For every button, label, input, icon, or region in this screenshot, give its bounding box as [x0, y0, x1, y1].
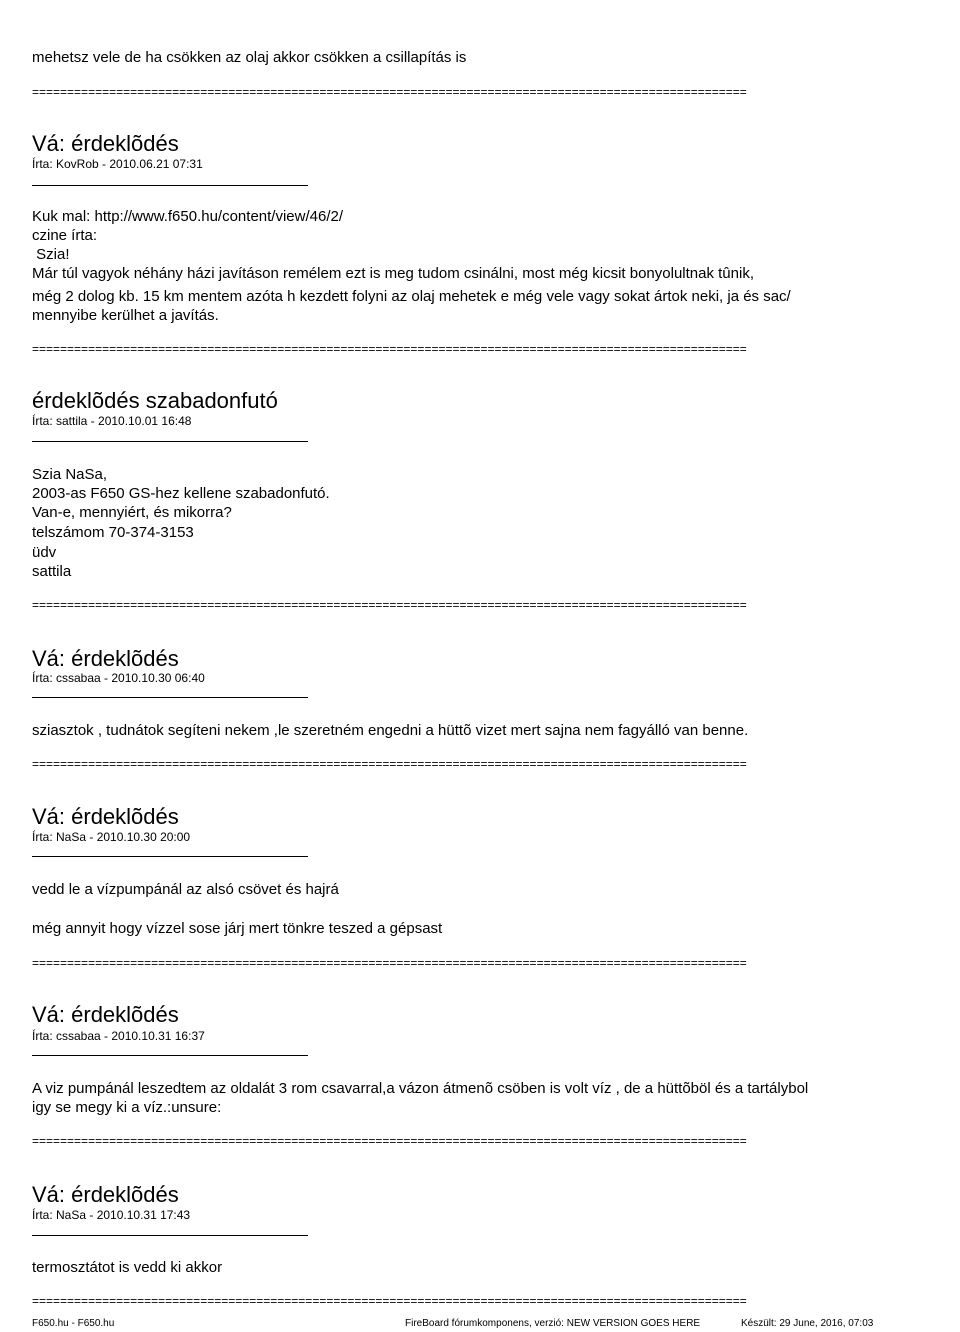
post-rule: [32, 1055, 308, 1056]
footer-generated: Készült: 29 June, 2016, 07:03: [741, 1318, 874, 1329]
post-line: sattila: [32, 563, 72, 580]
separator: ======================================================================================================: [32, 1294, 747, 1308]
post-line: mennyibe kerülhet a javítás.: [32, 307, 219, 324]
post-rule: [32, 185, 308, 186]
post-rule: [32, 697, 308, 698]
post-line: Kuk mal: http://www.f650.hu/content/view/46/2/: [32, 208, 344, 225]
post-line: telszámom 70-374-3153: [32, 524, 194, 541]
post-meta: Írta: sattila - 2010.10.01 16:48: [32, 414, 192, 428]
post-line: Van-e, mennyiért, és mikorra?: [32, 504, 232, 521]
intro-text: mehetsz vele de ha csökken az olaj akkor csökken a csillapítás is: [32, 49, 467, 66]
separator: ======================================================================================================: [32, 1134, 747, 1148]
post-line: vedd le a vízpumpánál az alsó csövet és hajrá: [32, 881, 339, 898]
post-title: Vá: érdeklõdés: [32, 131, 179, 156]
post-meta: Írta: cssabaa - 2010.10.30 06:40: [32, 671, 205, 685]
post-meta: Írta: NaSa - 2010.10.31 17:43: [32, 1208, 191, 1222]
post-line: termosztátot is vedd ki akkor: [32, 1259, 223, 1276]
post-rule: [32, 441, 308, 442]
post-line: sziasztok , tudnátok segíteni nekem ,le szeretném engedni a hüttõ vizet mert sajna nem fagyálló van benne.: [32, 722, 749, 739]
post-meta: Írta: KovRob - 2010.06.21 07:31: [32, 157, 203, 171]
post-line: igy se megy ki a víz.:unsure:: [32, 1099, 222, 1116]
post-title: Vá: érdeklõdés: [32, 1002, 179, 1027]
post-line: Szia!: [32, 246, 70, 263]
post-rule: [32, 1235, 308, 1236]
post-line: Szia NaSa,: [32, 466, 108, 483]
post-line: Már túl vagyok néhány házi javításon remélem ezt is meg tudom csinálni, most még kicsit bonyolultnak tûnik,: [32, 265, 754, 282]
post-title: érdeklõdés szabadonfutó: [32, 388, 278, 413]
separator: ======================================================================================================: [32, 598, 747, 612]
post-line: czine írta:: [32, 227, 98, 244]
post-title: Vá: érdeklõdés: [32, 804, 179, 829]
post-title: Vá: érdeklõdés: [32, 646, 179, 671]
post-line: üdv: [32, 544, 57, 561]
post-line: 2003-as F650 GS-hez kellene szabadonfutó.: [32, 485, 330, 502]
post-title: Vá: érdeklõdés: [32, 1182, 179, 1207]
post-line: még 2 dolog kb. 15 km mentem azóta h kezdett folyni az olaj mehetek e még vele vagy sokat ártok neki, ja és sac/: [32, 288, 791, 305]
footer-site: F650.hu - F650.hu: [32, 1318, 115, 1329]
separator: ======================================================================================================: [32, 757, 747, 771]
post-meta: Írta: cssabaa - 2010.10.31 16:37: [32, 1029, 205, 1043]
post-line: még annyit hogy vízzel sose járj mert tönkre teszed a gépsast: [32, 920, 443, 937]
separator: ======================================================================================================: [32, 956, 747, 970]
post-line: A viz pumpánál leszedtem az oldalát 3 rom csavarral,a vázon átmenõ csöben is volt víz , de a hüttõböl és a tartálybol: [32, 1080, 809, 1097]
post-rule: [32, 856, 308, 857]
separator: ======================================================================================================: [32, 85, 747, 99]
separator: ======================================================================================================: [32, 342, 747, 356]
footer-component: FireBoard fórumkomponens, verzió: NEW VERSION GOES HERE: [405, 1318, 701, 1329]
post-meta: Írta: NaSa - 2010.10.30 20:00: [32, 830, 191, 844]
